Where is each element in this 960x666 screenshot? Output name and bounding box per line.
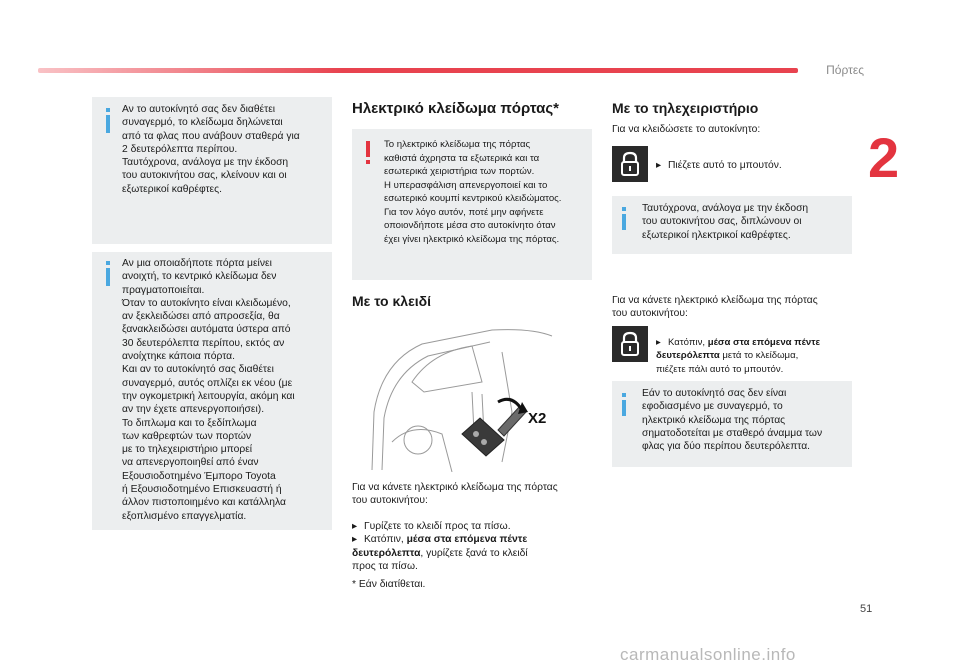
- info-icon: [622, 393, 626, 397]
- page-number: 51: [860, 603, 873, 615]
- info-text: Αν το αυτοκίνητό σας δεν διαθέτει συναγερμό, το κλείδωμα δηλώνεται από τα φλας που ανάβουν σταθερά για 2 δευτερόλεπτα περίπου. Ταυτόχρονα, ανάλογα με την έκδοση του αυτοκινήτου σας, κλείνουν και οι εξωτερικοί καθρέφτες.: [122, 104, 300, 195]
- info-text: Εάν το αυτοκίνητό σας δεν είναι εφοδιασμένο με συναγερμό, το ηλεκτρικό κλείδωμα της πόρτας σηματοδοτείται με σταθερό άναμμα των φλας για δύο περίπου δευτερόλεπτα.: [642, 388, 823, 453]
- warning-box: [352, 129, 592, 280]
- info-box-no-alarm: [612, 381, 852, 467]
- key-step-1: ▸ Γυρίζετε το κλειδί προς τα πίσω.: [352, 521, 511, 533]
- arrow-right-icon: ▸: [656, 336, 661, 348]
- key-x2-label: X2: [528, 410, 547, 427]
- remote-intro-2: Για να κάνετε ηλεκτρικό κλείδωμα της πόρτας του αυτοκινήτου:: [612, 295, 818, 320]
- info-box-door-open: [92, 252, 332, 530]
- heading-with-remote: Με το τηλεχειριστήριο: [612, 100, 759, 116]
- info-text: Αν μια οποιαδήποτε πόρτα μείνει ανοιχτή, το κεντρικό κλείδωμα δεν πραγματοποιείται. Όταν το αυτοκίνητο είναι κλειδωμένο, αν ξεκλειδώσει από απροσεξία, θα ξανακλειδώσει αυτόματα ύστερα από 30 δευτερόλεπτα περίπου, εκτός αν ανοίχτηκε κάποια πόρτα. Και αν το αυτοκίνητό σας διαθέτει συναγερμό, αυτός οπλίζει εκ νέου (με την ογκομετρική λειτουργία, ακόμη και αν την έχετε απενεργοποιήσει). Το διπλωμα και το ξεδίπλωμα των καθρεφτών των πορτών με το τηλεχειριστήριο μπορεί να απενεργοποιηθεί από έναν Εξουσιοδοτημένο Έμπορο Toyota ή Εξουσιοδοτημένο Επισκευαστή ή άλλον πιστοποιημένο και κατάλληλα εξοπλισμένο επαγγελματία.: [122, 258, 295, 522]
- heading-electric-lock: Ηλεκτρικό κλείδωμα πόρτας*: [352, 100, 559, 117]
- footnote: * Εάν διατίθεται.: [352, 579, 426, 590]
- padlock-icon: [612, 326, 648, 362]
- section-title: Πόρτες: [826, 63, 864, 77]
- warning-text: Το ηλεκτρικό κλείδωμα της πόρτας καθιστά άχρηστα τα εξωτερικά και τα εσωτερικά χειριστήρια των πορτών. Η υπερασφάλιση απενεργοποιεί και το εσωτερικό κουμπί κεντρικού κλειδώματος. Για τον λόγο αυτόν, ποτέ μην αφήνετε οποιονδήποτε μέσα στο αυτοκίνητο όταν έχει γίνει ηλεκτρικό κλείδωμα της πόρτας.: [384, 139, 562, 245]
- key-step-2: ▸ Κατόπιν, μέσα στα επόμενα πέντε δευτερόλεπτα, γυρίζετε ξανά το κλειδί προς τα πίσω.: [352, 534, 528, 572]
- warning-icon: [366, 141, 370, 157]
- heading-with-key: Με το κλειδί: [352, 293, 432, 309]
- info-icon: [106, 108, 110, 112]
- key-fob-icon: [462, 406, 526, 456]
- key-intro: Για να κάνετε ηλεκτρικό κλείδωμα της πόρτας του αυτοκινήτου:: [352, 482, 558, 507]
- car-door-key-drawing: [352, 322, 592, 472]
- remote-step-2: ▸ Κατόπιν, μέσα στα επόμενα πέντε δευτερόλεπτα μετά το κλείδωμα, πιέζετε πάλι αυτό το μπουτόν.: [656, 336, 821, 375]
- arrow-right-icon: [498, 399, 528, 414]
- remote-step-1: ▸ Πιέζετε αυτό το μπουτόν.: [656, 160, 782, 172]
- padlock-icon: [612, 146, 648, 182]
- info-box-locking-signal: [92, 97, 332, 244]
- info-icon: [106, 261, 110, 265]
- key-illustration: [352, 322, 592, 472]
- info-text: Ταυτόχρονα, ανάλογα με την έκδοση του αυτοκινήτου σας, διπλώνουν οι εξωτερικοί ηλεκτρικοί καθρέφτες.: [642, 203, 809, 241]
- info-box-mirrors: [612, 196, 852, 254]
- arrow-right-icon: ▸: [352, 521, 358, 533]
- arrow-right-icon: ▸: [656, 160, 662, 172]
- info-icon: [622, 207, 626, 211]
- arrow-right-icon: ▸: [352, 534, 358, 546]
- header-bar: [38, 68, 798, 73]
- watermark: carmanualsonline.info: [620, 645, 796, 664]
- remote-intro: Για να κλειδώσετε το αυτοκίνητο:: [612, 124, 761, 135]
- chapter-number: 2: [868, 126, 900, 189]
